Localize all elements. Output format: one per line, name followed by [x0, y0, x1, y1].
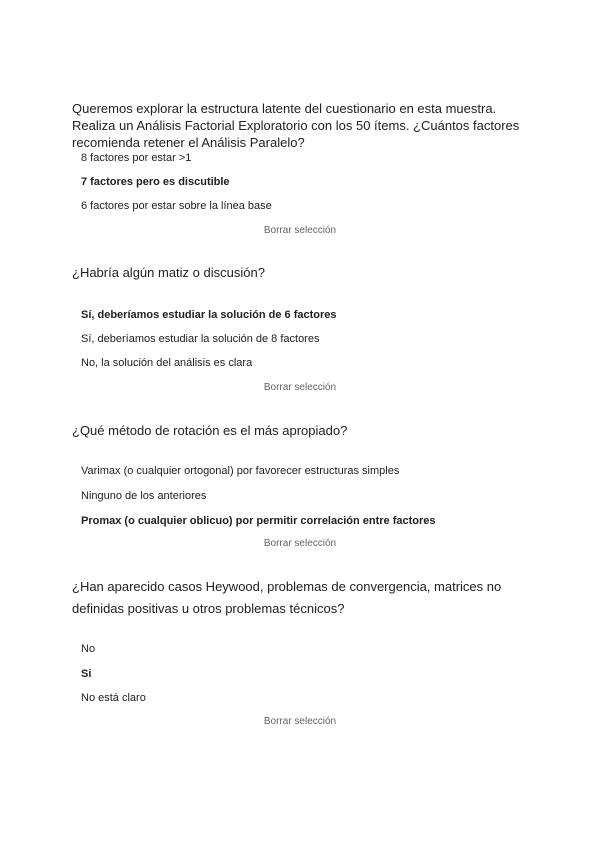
q4-clear-selection-button[interactable]: Borrar selección: [263, 716, 337, 727]
q2-option-1[interactable]: Sí, deberíamos estudiar la solución de 6 factores: [81, 309, 337, 321]
q1-option-1[interactable]: 8 factores por estar >1: [81, 152, 192, 164]
question-4-text: ¿Han aparecido casos Heywood, problemas de convergencia, matrices no definidas positivas u otros problemas técnicos?: [72, 579, 502, 616]
q3-option-1[interactable]: Varimax (o cualquier ortogonal) por favorecer estructuras simples: [81, 465, 400, 477]
question-1-text: Queremos explorar la estructura latente del cuestionario en esta muestra. Realiza un Análisis Factorial Exploratorio con los 50 ítems. ¿Cuántos factores recomienda retener el Análisis Paralelo?: [72, 101, 520, 150]
q4-option-1[interactable]: No: [81, 643, 96, 655]
question-2-text: ¿Habría algún matiz o discusión?: [72, 265, 265, 280]
q2-clear-selection-button[interactable]: Borrar selección: [263, 382, 337, 393]
q1-clear-selection-button[interactable]: Borrar selección: [263, 225, 337, 236]
q4-option-2[interactable]: Si: [81, 668, 92, 680]
q2-option-3[interactable]: No, la solución del análisis es clara: [81, 357, 253, 369]
q2-option-2[interactable]: Sí, deberíamos estudiar la solución de 8 factores: [81, 333, 320, 345]
q4-option-3[interactable]: No está claro: [81, 692, 146, 704]
q1-option-3[interactable]: 6 factores por estar sobre la línea base: [81, 200, 272, 212]
q3-clear-selection-button[interactable]: Borrar selección: [263, 538, 337, 549]
q3-option-2[interactable]: Ninguno de los anteriores: [81, 490, 207, 502]
q3-option-3[interactable]: Promax (o cualquier oblicuo) por permitir correlación entre factores: [81, 515, 436, 527]
q1-option-2[interactable]: 7 factores pero es discutible: [81, 176, 230, 188]
question-3-text: ¿Qué método de rotación es el más apropiado?: [72, 423, 348, 438]
